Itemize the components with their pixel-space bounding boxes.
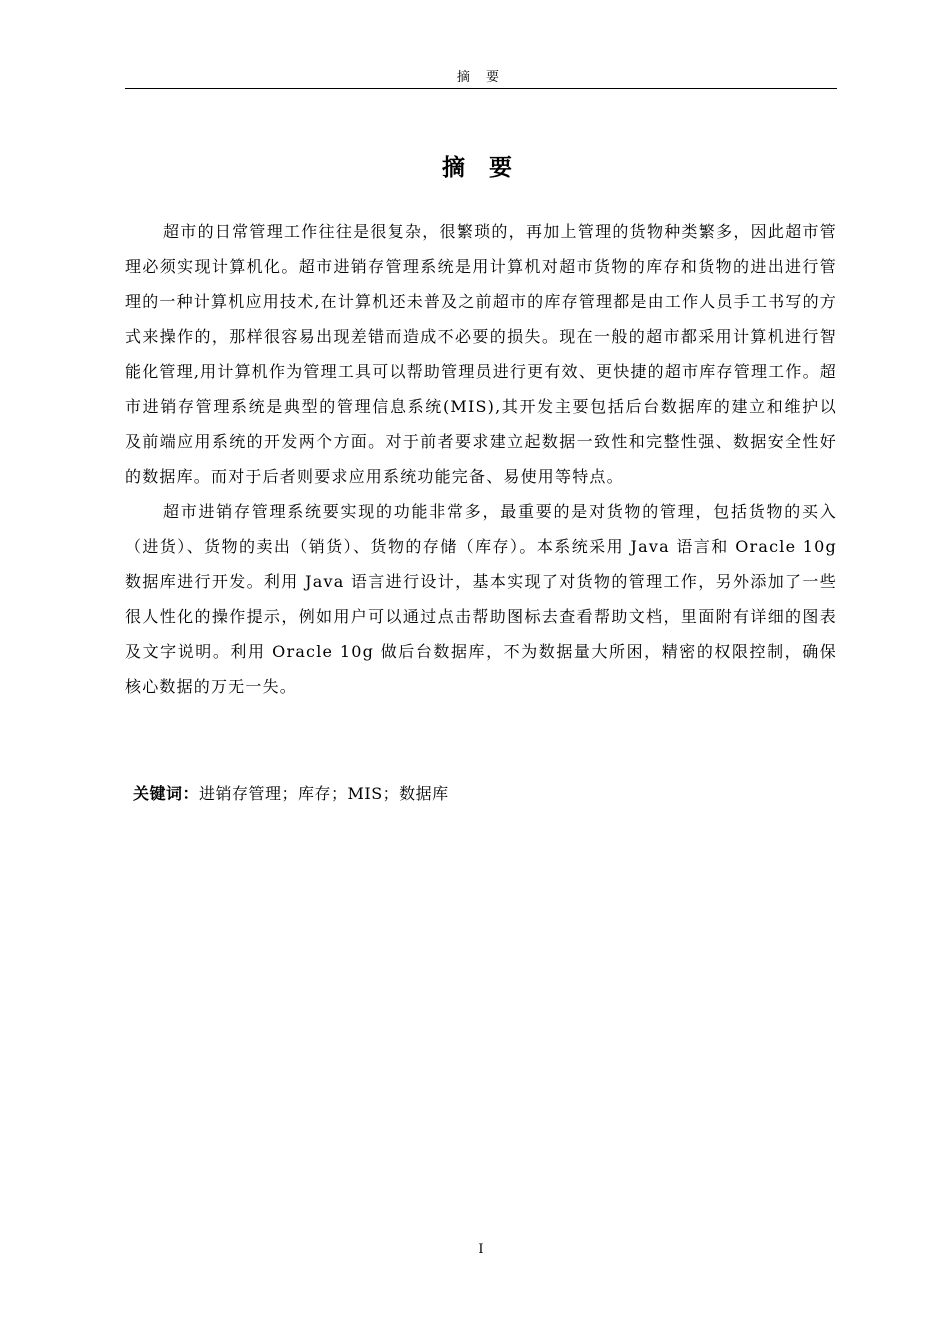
header-rule — [125, 88, 837, 89]
keywords-value: 进销存管理；库存；MIS；数据库 — [199, 784, 449, 803]
abstract-paragraph-1: 超市的日常管理工作往往是很复杂，很繁琐的，再加上管理的货物种类繁多，因此超市管理必须实现计算机化。超市进销存管理系统是用计算机对超市货物的库存和货物的进出进行管理的一种计算机应用技术,在计算机还未普及之前超市的库存管理都是由工作人员手工书写的方式来操作的，那样很容易出现差错而造成不必要的损失。现在一般的超市都采用计算机进行智能化管理,用计算机作为管理工具可以帮助管理员进行更有效、更快捷的超市库存管理工作。超市进销存管理系统是典型的管理信息系统(MIS),其开发主要包括后台数据库的建立和维护以及前端应用系统的开发两个方面。对于前者要求建立起数据一致性和完整性强、数据安全性好的数据库。而对于后者则要求应用系统功能完备、易使用等特点。 — [125, 222, 837, 486]
page-number: I — [478, 1242, 484, 1257]
keywords-label: 关键词： — [133, 784, 200, 803]
keywords-line — [133, 778, 833, 810]
abstract-body — [125, 214, 837, 704]
page-title: 摘 要 — [441, 154, 520, 181]
abstract-paragraph-2: 超市进销存管理系统要实现的功能非常多，最重要的是对货物的管理，包括货物的买入（进货）、货物的卖出（销货）、货物的存储（库存）。本系统采用 Java 语言和 Oracle 10g 数据库进行开发。利用 Java 语言进行设计，基本实现了对货物的管理工作，另外添加了一些很人性化的操作提示，例如用户可以通过点击帮助图标去查看帮助文档，里面附有详细的图表及文字说明。利用 Oracle 10g 做后台数据库，不为数据量大所困，精密的权限控制，确保核心数据的万无一失。 — [125, 502, 837, 696]
running-header: 摘 要 — [456, 70, 506, 85]
